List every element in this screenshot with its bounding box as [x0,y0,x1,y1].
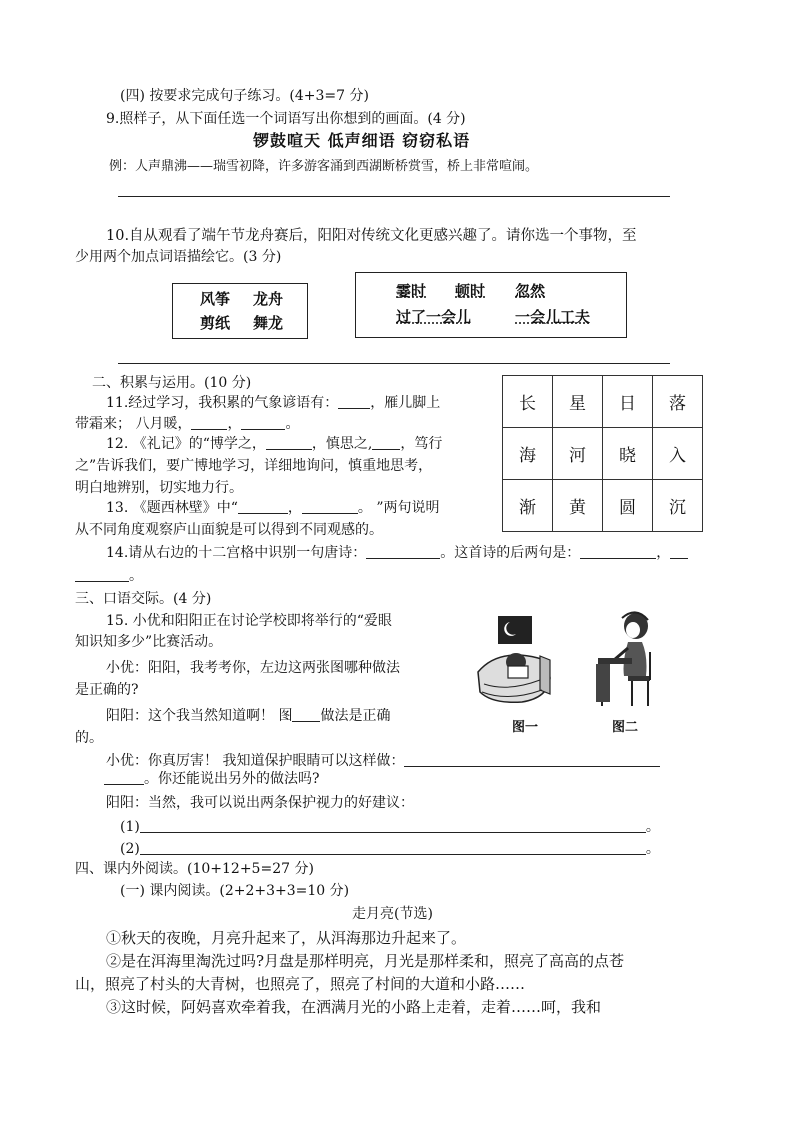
blank-input[interactable] [241,415,285,430]
item-end: 。 [645,819,660,835]
item-label: (2) [120,841,140,857]
figure-2-caption: 图二 [612,720,639,735]
dotted-word [515,306,590,327]
figure-1-caption: 图一 [512,720,539,735]
q11-text-b: ，雁儿脚上 [370,395,441,411]
blank-input[interactable] [372,435,400,450]
grid-cell: 海 [503,428,553,480]
passage-paragraph: ①秋天的夜晚，月亮升起来了，从洱海那边升起来了。 [106,929,467,947]
dialog-line [104,769,320,789]
question-12-cont2: 明白地辨别，切实地力行。 [75,480,243,496]
grid-cell: 渐 [503,480,553,532]
q11-text-c: 带霜来； 八月暖， [75,416,192,432]
suggestion-1 [120,817,660,837]
question-15-cont: 知识知多少”比赛活动。 [75,634,223,650]
grid-cell: 黄 [553,480,603,532]
q12-text-c: ，笃行 [400,436,443,452]
question-13 [106,498,439,518]
blank-input[interactable] [292,707,320,722]
things-box [172,283,308,339]
q14-text-a: 14.请从右边的十二宫格中识别一句唐诗： [106,545,367,561]
q12-text-a: 12. 《礼记》的“博学之， [106,436,266,452]
grid-cell: 落 [653,376,703,428]
dotted-word [515,280,545,301]
item-label: (1) [120,819,140,835]
question-14 [106,543,688,563]
twelve-grid [502,375,703,532]
dotted-word-text: 一会儿工夫 [515,308,591,326]
grid-cell: 日 [603,376,653,428]
thing-item: 风筝 [200,290,231,308]
q11-text-e: 。 [285,416,300,432]
grid-cell: 河 [553,428,603,480]
thing-item: 龙舟 [253,290,284,308]
grid-cell: 晓 [603,428,653,480]
blank-input[interactable] [75,567,129,582]
thing-item: 剪纸 [200,314,231,332]
dialog-line: 是正确的? [75,682,139,698]
question-10-line2-text: 少用两个加点词语描绘它。(3 分) [75,249,282,265]
question-15: 15. 小优和阳阳正在讨论学校即将举行的“爱眼 [106,613,392,629]
q11-text-a: 11.经过学习，我积累的气象谚语有： [106,395,339,411]
section-heading: 四、课内外阅读。(10+12+5=27 分) [75,861,314,877]
blank-input[interactable] [580,544,656,559]
q14-text-b: 。这首诗的后两句是： [440,545,581,561]
thing-item: 舞龙 [253,314,284,332]
section-heading: 三、口语交际。(4 分) [75,591,212,607]
question-11 [106,393,440,413]
blank-input[interactable] [140,840,646,855]
blank-input[interactable] [104,770,144,785]
dialog-line: 小优：阳阳，我考考你，左边这两张图哪种做法 [106,660,400,676]
dialog-line [106,751,660,771]
grid-cell: 长 [503,376,553,428]
dotted-word [396,280,426,301]
grid-cell: 入 [653,428,703,480]
question-12-cont: 之”告诉我们，要广博地学习，详细地询问，慎重地思考， [75,458,433,474]
question-10-line2 [75,247,281,267]
eye-care-illustrations [470,610,670,715]
subsection-heading: (一) 课内阅读。(2+2+3+3=10 分) [120,883,350,899]
blank-input[interactable] [191,415,227,430]
grid-cell: 沉 [653,480,703,532]
question-13-cont: 从不同角度观察庐山面貌是可以得到不同观感的。 [75,522,383,538]
passage-paragraph: 山，照亮了村头的大青树，也照亮了，照亮了村间的大道和小路…… [75,975,526,993]
question-12 [106,434,442,454]
dialog-text: 小优：你真厉害！ 我知道保护眼睛可以这样做： [106,753,405,769]
blank-input[interactable] [404,752,660,767]
passage-title: 走月亮(节选) [352,906,433,922]
blank-input[interactable] [302,499,358,514]
dotted-word-text: 顿时 [455,282,486,300]
grid-cell: 圆 [603,480,653,532]
blank-input[interactable] [670,544,688,559]
dialog-text: 做法是正确 [320,708,391,724]
q13-text-a: 13. 《题西林壁》中“ [106,500,238,516]
figure-1-reading-in-bed [478,616,550,702]
question-9-prompt: 9.照样子，从下面任选一个词语写出你想到的画面。(4 分) [106,111,466,127]
q14-text-d: 。 [129,568,143,584]
section-heading: (四) 按要求完成句子练习。(4+3=7 分) [120,88,369,104]
question-9-words: 锣鼓喧天 低声细语 窃窃私语 [253,131,471,150]
blank-input[interactable] [140,818,646,833]
grid-row [503,428,703,480]
dialog-text: 。你还能说出另外的做法吗? [144,771,320,787]
answer-line[interactable] [118,363,670,364]
item-end: 。 [645,841,660,857]
grid-row [503,376,703,428]
q13-text-c: 。 ”两句说明 [357,500,440,516]
dotted-word-text: 忽然 [515,282,546,300]
q12-text-b: ，慎思之, [311,436,373,452]
question-11-cont [75,414,299,434]
dialog-line: 的。 [75,730,103,746]
passage-paragraph: ②是在洱海里淘洗过吗?月盘是那样明亮，月光是那样柔和，照亮了高高的点苍 [106,952,625,970]
question-14-cont [75,566,143,586]
question-9-example: 例：人声鼎沸——瑞雪初降，许多游客涌到西湖断桥赏雪，桥上非常喧闹。 [109,159,539,174]
section-heading: 二、积累与运用。(10 分) [92,375,252,391]
question-10-line1: 10.自从观看了端午节龙舟赛后，阳阳对传统文化更感兴趣了。请你选一个事物，至 [106,228,637,244]
dialog-line: 阳阳：当然，我可以说出两条保护视力的好建议： [106,795,414,811]
answer-line[interactable] [118,196,670,197]
figure-2-writing-at-desk [596,612,650,706]
grid-cell: 星 [553,376,603,428]
grid-row [503,480,703,532]
dotted-word-text: 过了一会儿 [396,308,472,326]
dialog-line [106,706,390,726]
suggestion-2 [120,839,660,859]
q11-text-d: ， [227,416,242,432]
blank-input[interactable] [338,394,370,409]
dialog-text: 阳阳：这个我当然知道啊！ 图 [106,708,293,724]
dotted-word [396,306,471,327]
blank-input[interactable] [366,544,440,559]
passage-paragraph: ③这时候，阿妈喜欢牵着我，在洒满月光的小路上走着，走着……呵，我和 [106,998,602,1016]
blank-input[interactable] [238,499,288,514]
blank-input[interactable] [266,435,312,450]
q14-text-c: ， [656,545,671,561]
q13-text-b: ， [287,500,302,516]
dotted-word-text: 霎时 [396,282,427,300]
dotted-word [455,280,485,301]
